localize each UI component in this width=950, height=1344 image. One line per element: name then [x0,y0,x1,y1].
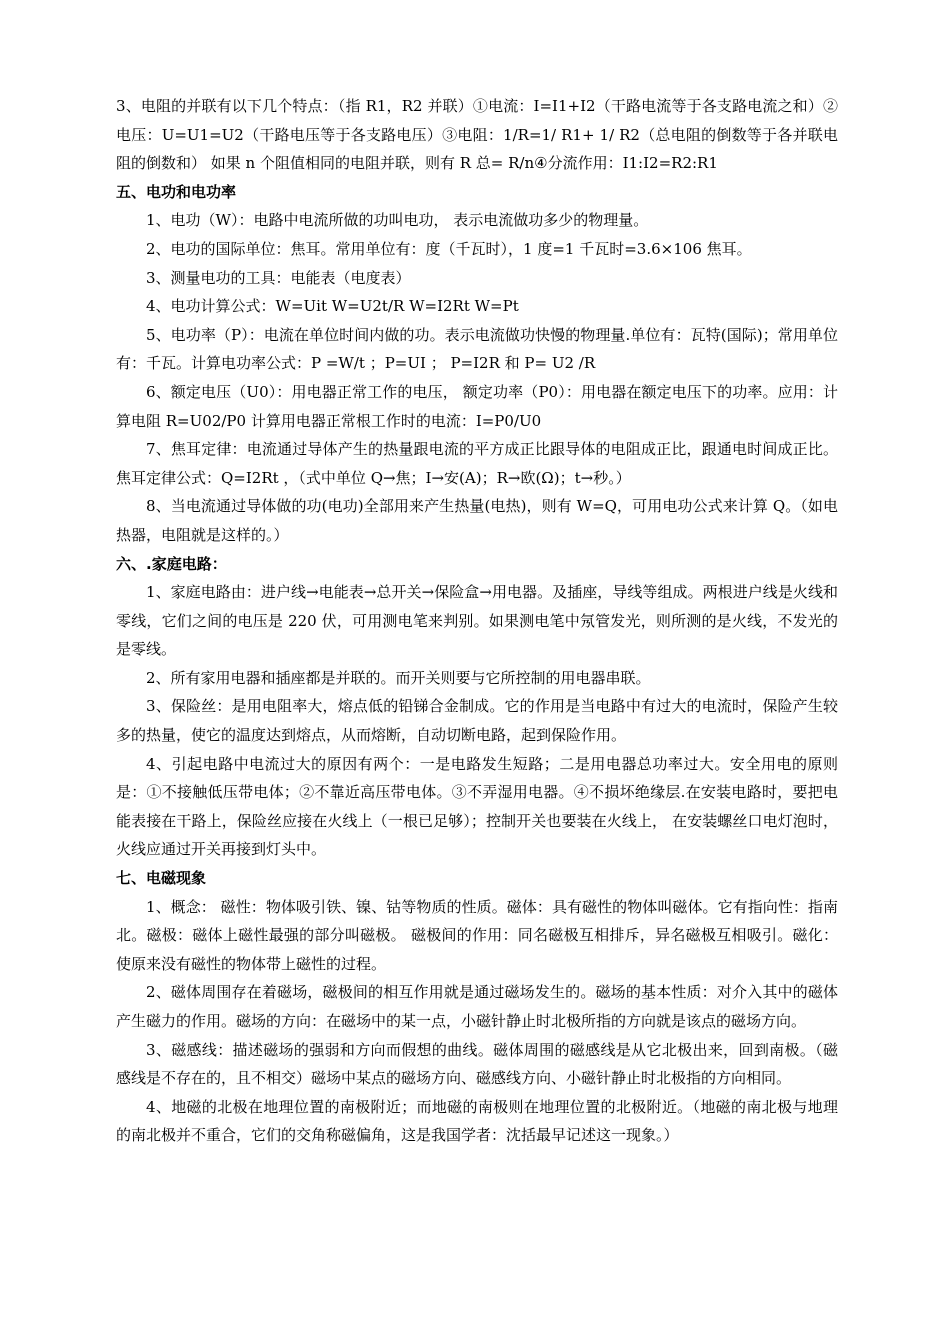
section-heading-household-circuit: 六、.家庭电路： [116,554,227,573]
paragraph-parallel-resistors: 3、电阻的并联有以下几个特点：（指 R1，R2 并联）①电流：I=I1+I2（干路电流等于各支路电流之和）②电压：U=U1=U2（干路电压等于各支路电压）③电阻：1/R=1/ R1+ 1/ R2（总电阻的倒数等于各并联电阻的倒数和） 如果 n 个阻值相同的电阻并联，则有 R 总= R/n④分流作用：I1:I2=R2:R1 [116,97,838,173]
paragraph-rated-voltage-power: 6、额定电压（U0）：用电器正常工作的电压， 额定功率（P0）：用电器在额定电压下的功率。应用：计算电阻 R=U02/P0 计算用电器正常根工作时的电流：I=P0/U0 [116,382,838,430]
paragraph-electric-work-definition: 1、电功（W）：电路中电流所做的功叫电功， 表示电流做功多少的物理量。 [146,211,649,230]
paragraph-electric-work-units: 2、电功的国际单位：焦耳。常用单位有：度（千瓦时），1 度=1 千瓦时=3.6×106 焦耳。 [146,239,752,258]
paragraph-work-equals-heat: 8、当电流通过导体做的功(电功)全部用来产生热量(电热)，则有 W=Q，可用电功公式来计算 Q。（如电热器，电阻就是这样的。） [116,497,838,544]
paragraph-electric-power: 5、电功率（P）：电流在单位时间内做的功。表示电流做功快慢的物理量.单位有：瓦特(国际)；常用单位有：千瓦。计算电功率公式：P =W/t ；P=UI ； P=I2R 和 P= U2 /R [116,325,838,373]
paragraph-magnetism-concepts: 1、概念： 磁性：物体吸引铁、镍、钴等物质的性质。磁体：具有磁性的物体叫磁体。它有指向性：指南北。磁极：磁体上磁性最强的部分叫磁极。 磁极间的作用：同名磁极互相排斥，异名磁极互相吸引。磁化：使原来没有磁性的物体带上磁性的过程。 [116,897,838,973]
paragraph-electric-work-meter: 3、测量电功的工具：电能表（电度表） [146,268,411,287]
paragraph-fuse: 3、保险丝：是用电阻率大，熔点低的铅锑合金制成。它的作用是当电路中有过大的电流时，保险产生较多的热量，使它的温度达到熔点，从而熔断，自动切断电路，起到保险作用。 [116,697,838,745]
paragraph-magnetic-field-lines: 3、磁感线：描述磁场的强弱和方向而假想的曲线。磁体周围的磁感线是从它北极出来，回到南极。（磁感线是不存在的，且不相交）磁场中某点的磁场方向、磁感线方向、小磁针静止时北极指的方向相同。 [116,1040,838,1088]
document-page [116,92,838,1150]
paragraph-magnetic-field: 2、磁体周围存在着磁场，磁极间的相互作用就是通过磁场发生的。磁场的基本性质：对介入其中的磁体产生磁力的作用。磁场的方向：在磁场中的某一点，小磁针静止时北极所指的方向就是该点的磁场方向。 [116,983,838,1030]
section-heading-electric-work-power: 五、电功和电功率 [116,182,237,201]
paragraph-electric-work-formulas: 4、电功计算公式：W=Uit W=U2t/R W=I2Rt W=Pt [146,297,519,316]
paragraph-appliances-parallel: 2、所有家用电器和插座都是并联的。而开关则要与它所控制的用电器串联。 [146,668,651,687]
paragraph-overcurrent-safety: 4、引起电路中电流过大的原因有两个：一是电路发生短路；二是用电器总功率过大。安全用电的原则是：①不接触低压带电体；②不靠近高压带电体。③不弄湿用电器。④不损坏绝缘层.在安装电路时，要把电能表接在干路上，保险丝应接在火线上（一根已足够）；控制开关也要装在火线上， 在安装螺丝口电灯泡时，火线应通过开关再接到灯头中。 [116,754,838,859]
paragraph-household-circuit-composition: 1、家庭电路由：进户线→电能表→总开关→保险盒→用电器。及插座，导线等组成。两根进户线是火线和零线，它们之间的电压是 220 伏，可用测电笔来判别。如果测电笔中氖管发光，则所测的是火线，不发光的是零线。 [116,583,838,659]
paragraph-joule-law: 7、焦耳定律：电流通过导体产生的热量跟电流的平方成正比跟导体的电阻成正比，跟通电时间成正比。焦耳定律公式：Q=I2Rt ，（式中单位 Q→焦；I→安(A)；R→欧(Ω)；t→秒。） [116,440,838,487]
paragraph-geomagnetism: 4、地磁的北极在地理位置的南极附近；而地磁的南极则在地理位置的北极附近。（地磁的南北极与地理的南北极并不重合，它们的交角称磁偏角，这是我国学者：沈括最早记述这一现象。） [116,1097,838,1145]
section-heading-electromagnetism: 七、电磁现象 [116,869,207,888]
